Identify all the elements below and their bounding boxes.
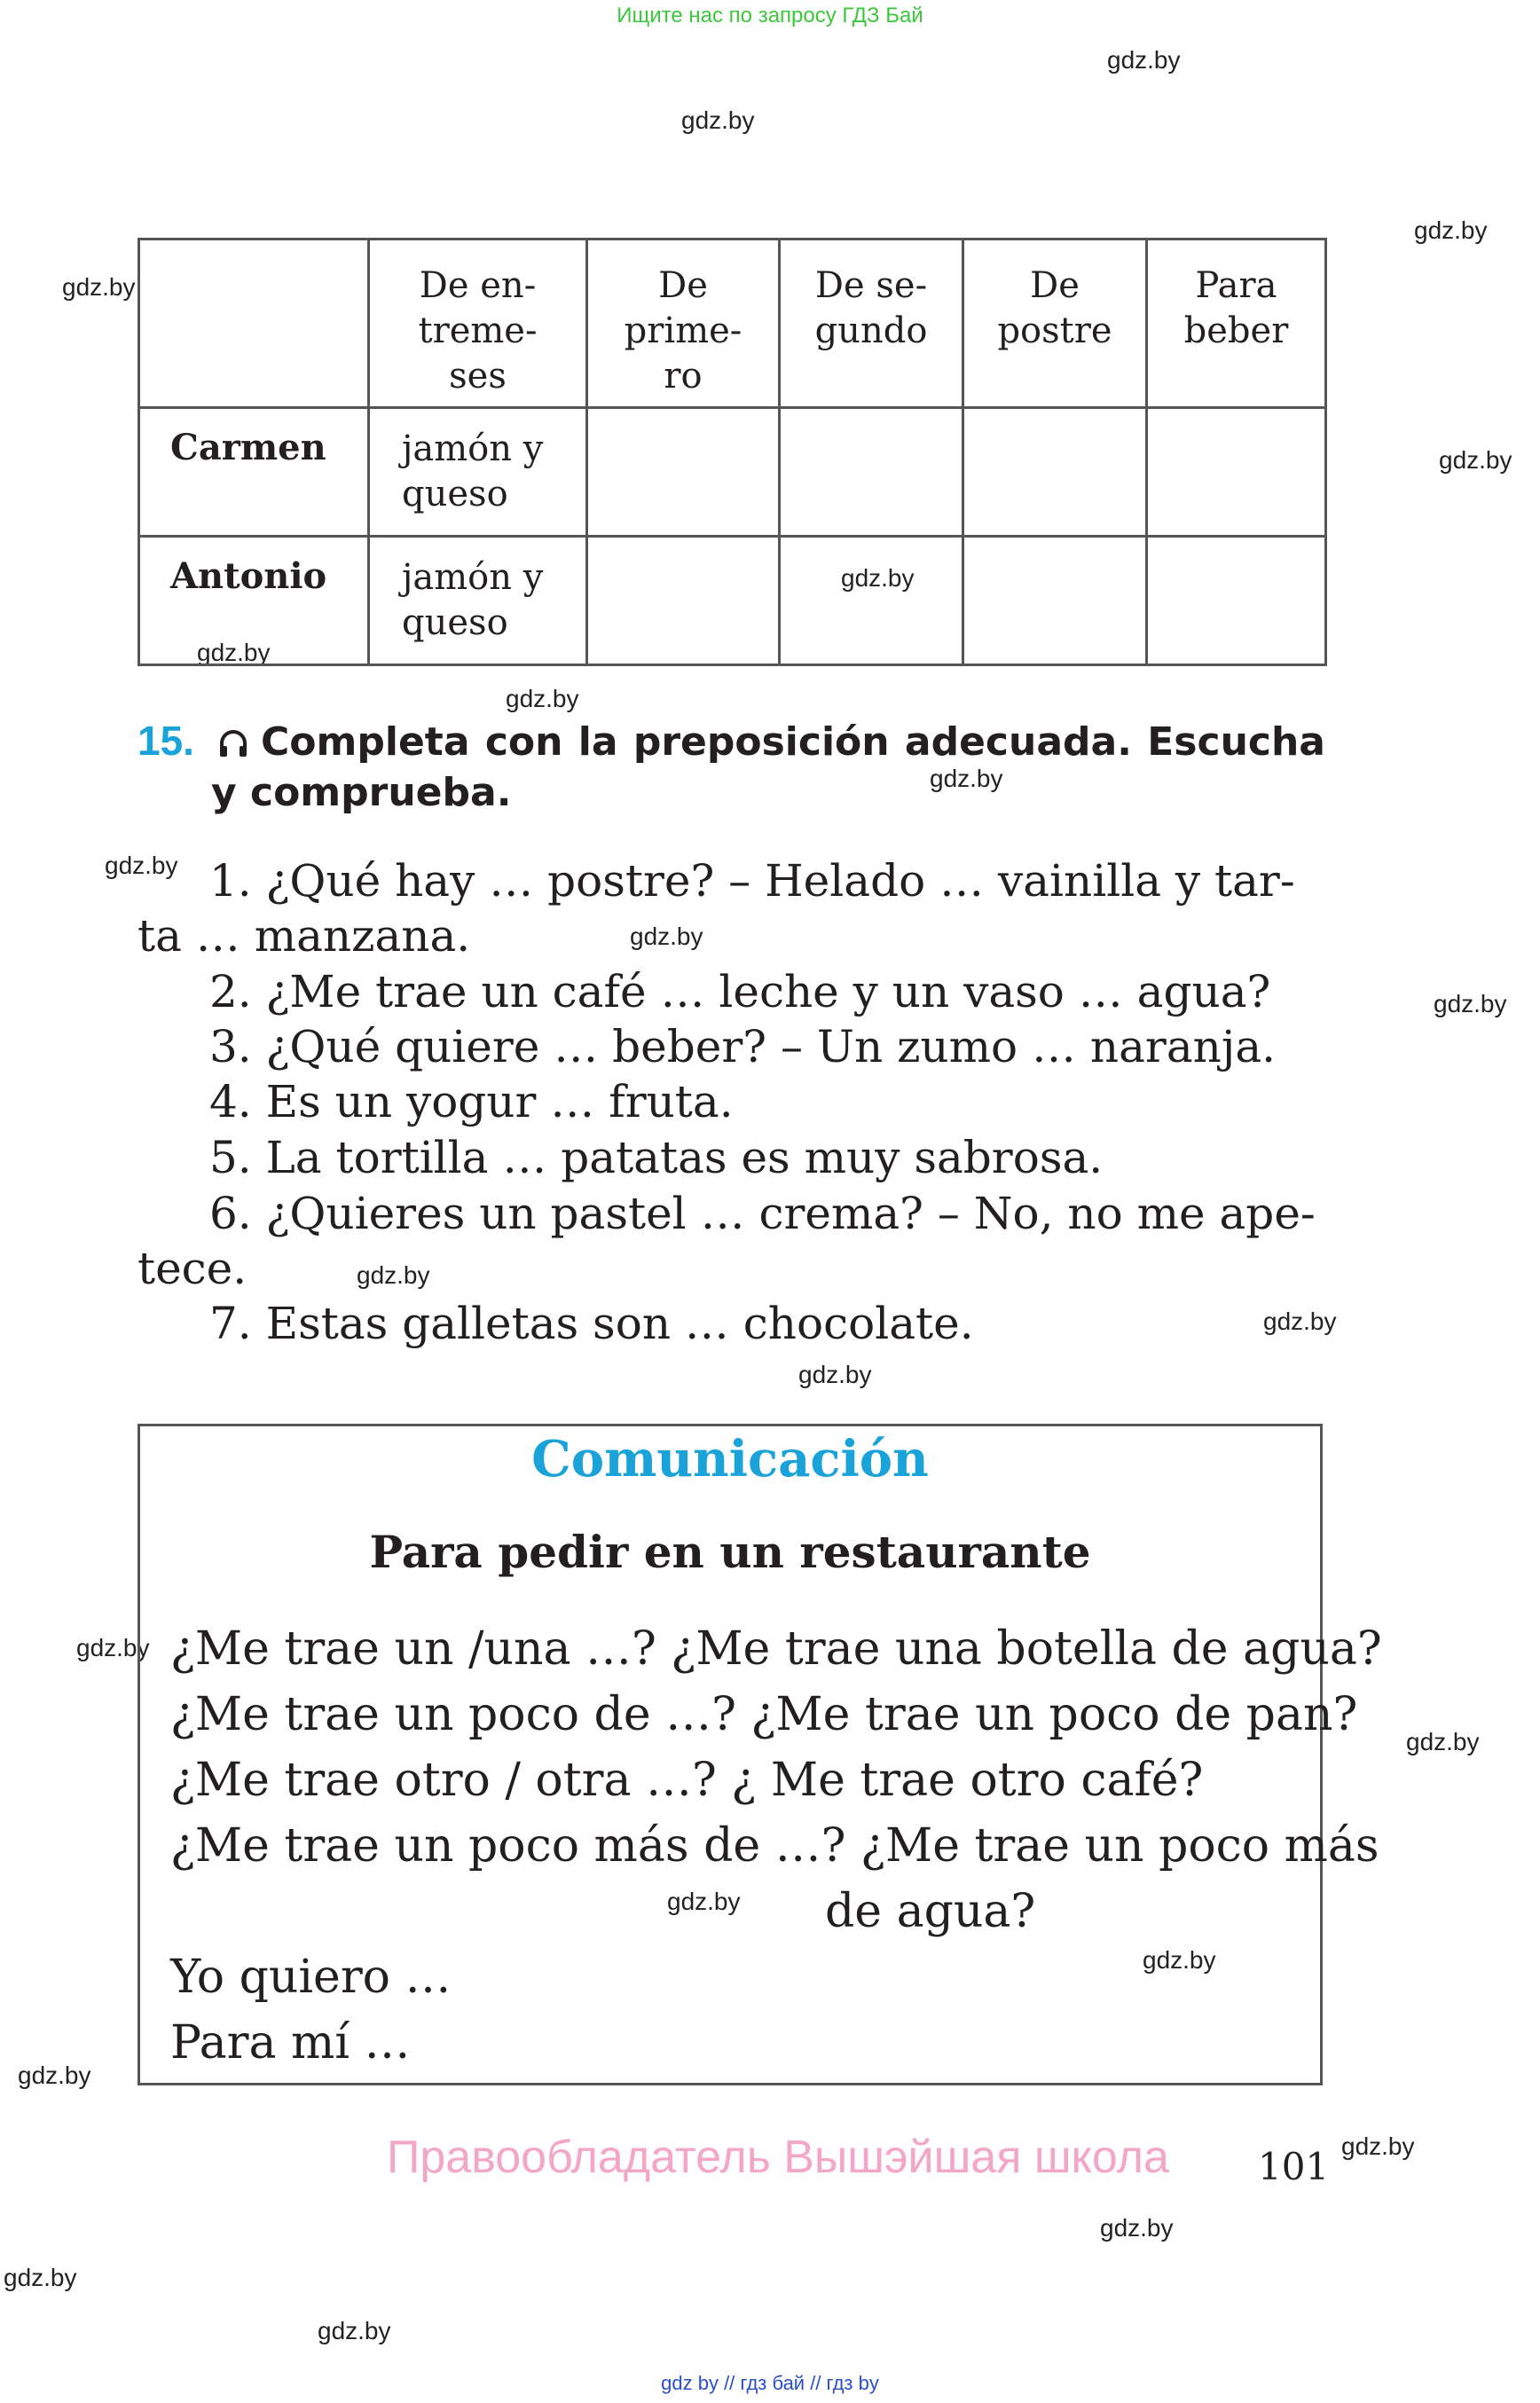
watermark: gdz.by xyxy=(1107,46,1181,74)
phrase: Yo quiero … xyxy=(170,1951,452,2004)
table-row xyxy=(139,537,1326,665)
table-header-row xyxy=(139,240,1326,408)
table-cell: jamón y queso xyxy=(369,537,587,665)
watermark: gdz.by xyxy=(1263,1308,1337,1335)
sentence: 4. Es un yogur … fruta. xyxy=(209,1076,734,1127)
sentence: ta … manzana. xyxy=(138,910,471,962)
sentence: 2. ¿Me trae un café … leche y un vaso … agua? xyxy=(209,966,1271,1017)
table-cell xyxy=(587,537,780,665)
table-cell xyxy=(780,537,963,665)
table-header-cell xyxy=(139,240,369,408)
phrase: ¿Me trae un /una …? ¿Me trae una botella de agua? xyxy=(170,1622,1382,1676)
phrase: ¿Me trae un poco de …? ¿Me trae un poco de pan? xyxy=(170,1688,1358,1741)
table-header-cell: De se- gundo xyxy=(780,240,963,408)
row-name: Antonio xyxy=(139,537,369,665)
menu-table xyxy=(138,238,1327,666)
phrase: ¿Me trae otro / otra …? ¿ Me trae otro café? xyxy=(170,1754,1204,1807)
watermark: gdz.by xyxy=(76,1634,150,1661)
exercise-title-line: y comprueba. xyxy=(211,770,512,815)
table-cell xyxy=(963,408,1147,537)
watermark: gdz.by xyxy=(1100,2214,1174,2242)
sentence: tece. xyxy=(138,1243,248,1294)
watermark: gdz.by xyxy=(4,2264,77,2291)
exercise-title xyxy=(211,717,1325,818)
sentence: 6. ¿Quieres un pastel … crema? – No, no me ape- xyxy=(209,1188,1316,1239)
page-number: 101 xyxy=(1258,2145,1330,2188)
phrase: de agua? xyxy=(825,1885,1036,1938)
watermark: gdz.by xyxy=(18,2061,91,2089)
table-cell xyxy=(1147,408,1326,537)
table-header-cell: De postre xyxy=(963,240,1147,408)
watermark: gdz.by xyxy=(197,639,271,666)
copyright-notice: Правообладатель Вышэйшая школа xyxy=(387,2132,1169,2183)
table-cell: jamón y queso xyxy=(369,408,587,537)
watermark: gdz.by xyxy=(1439,446,1512,474)
watermark: gdz.by xyxy=(1434,990,1507,1017)
top-banner: Ищите нас по запросу ГДЗ Бай xyxy=(617,4,923,27)
table-row xyxy=(139,408,1326,537)
watermark: gdz.by xyxy=(681,106,755,134)
phrase: ¿Me trae un poco más de …? ¿Me trae un poco más xyxy=(170,1819,1379,1873)
table-header-cell: De en- treme- ses xyxy=(369,240,587,408)
exercise-number: 15. xyxy=(138,718,194,764)
communication-subtitle: Para pedir en un restaurante xyxy=(369,1526,1091,1578)
sentence: 5. La tortilla … patatas es muy sabrosa. xyxy=(209,1132,1104,1183)
watermark: gdz.by xyxy=(357,1261,430,1289)
watermark: gdz.by xyxy=(1341,2132,1415,2160)
sentence: 7. Estas galletas son … chocolate. xyxy=(209,1298,974,1349)
table-header-cell: Para beber xyxy=(1147,240,1326,408)
watermark: gdz.by xyxy=(930,765,1003,792)
watermark: gdz.by xyxy=(105,852,178,879)
watermark: gdz.by xyxy=(1143,1946,1216,1974)
table-cell xyxy=(587,408,780,537)
table-cell xyxy=(780,408,963,537)
watermark: gdz.by xyxy=(506,685,579,712)
watermark: gdz.by xyxy=(1414,216,1488,244)
exercise-title-line: Completa con la preposición adecuada. Escucha xyxy=(261,719,1325,765)
watermark: gdz.by xyxy=(841,564,915,592)
communication-title: Comunicación xyxy=(531,1430,929,1488)
table-header-cell: De prime- ro xyxy=(587,240,780,408)
sentence: 1. ¿Qué hay … postre? – Helado … vainilla y tar- xyxy=(209,855,1295,907)
table-cell xyxy=(1147,537,1326,665)
table-cell xyxy=(963,537,1147,665)
watermark: gdz.by xyxy=(62,273,136,301)
bottom-banner: gdz by // гдз бай // гдз by xyxy=(661,2372,879,2394)
row-name: Carmen xyxy=(139,408,369,537)
watermark: gdz.by xyxy=(798,1361,872,1388)
watermark: gdz.by xyxy=(667,1888,741,1915)
watermark: gdz.by xyxy=(318,2317,391,2344)
watermark: gdz.by xyxy=(1406,1728,1480,1755)
watermark: gdz.by xyxy=(630,923,703,950)
sentence: 3. ¿Qué quiere … beber? – Un zumo … naranja. xyxy=(209,1021,1277,1072)
phrase: Para mí … xyxy=(170,2016,411,2069)
